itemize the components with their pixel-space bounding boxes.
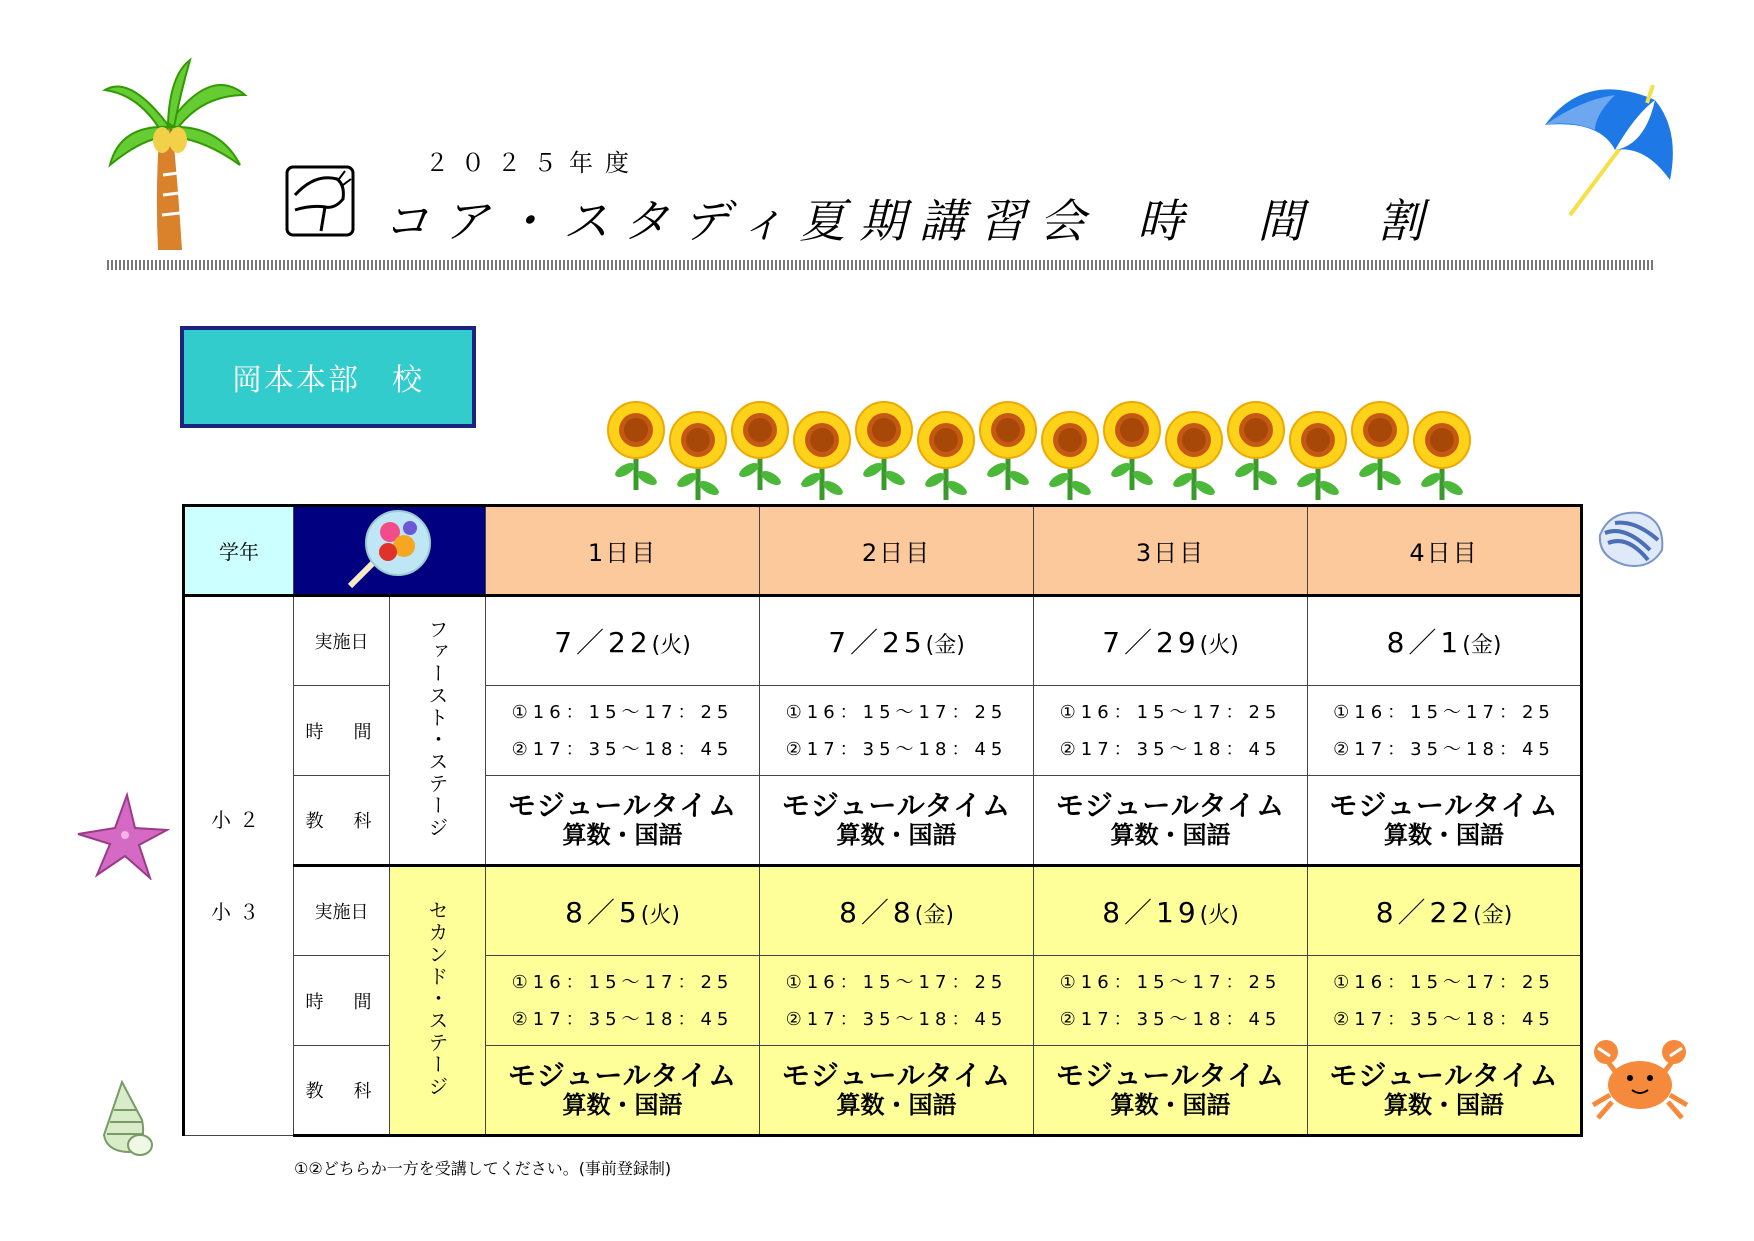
- sunflower-icon: [856, 402, 912, 490]
- date-cell: [1308, 866, 1582, 956]
- time-slot-2: ②17：35～18：45: [785, 1008, 1008, 1030]
- time-slot-2: ②17：35～18：45: [1333, 1008, 1555, 1030]
- subject-title: モジュールタイム: [781, 789, 1012, 822]
- title-text: コア・スタディ夏期講習会: [383, 194, 1100, 248]
- date-value: 7／29: [1102, 626, 1200, 659]
- grade-label: 小３: [211, 900, 267, 924]
- header-row: [184, 506, 1582, 596]
- date-cell: [1034, 596, 1308, 686]
- sunflower-icon: [1352, 402, 1408, 490]
- time-slot-2: ②17：35～18：45: [1333, 738, 1555, 760]
- subject-detail: 算数・国語: [562, 1091, 683, 1119]
- subject-cell: [1308, 1046, 1582, 1136]
- date-value: 7／22: [554, 626, 652, 659]
- time-slot-1: ①16：15～17：25: [785, 971, 1008, 993]
- stage1-date-row: [184, 596, 1582, 686]
- fan-header-cell: [294, 506, 486, 596]
- stage-name-cell: [390, 866, 486, 1136]
- day-header-3: 3日目: [1034, 506, 1308, 596]
- time-slot-2: ②17：35～18：45: [1059, 738, 1282, 760]
- row-label-date: 実施日: [294, 866, 390, 956]
- weekday: (火): [1199, 633, 1239, 658]
- date-cell: [486, 866, 760, 956]
- date-cell: [486, 596, 760, 686]
- subject-detail: 算数・国語: [836, 1091, 957, 1119]
- palm-tree-icon: [100, 55, 250, 255]
- title-suffix: 時 間 割: [1137, 194, 1438, 248]
- row-label-date: 実施日: [294, 596, 390, 686]
- beach-umbrella-icon: [1535, 75, 1685, 225]
- subject-cell: [486, 1046, 760, 1136]
- date-cell: [760, 866, 1034, 956]
- date-value: 8／5: [565, 896, 641, 929]
- subject-cell: [1034, 1046, 1308, 1136]
- weekday: (金): [1473, 903, 1513, 928]
- sunflower-icon: [1166, 412, 1222, 500]
- stage-name: ファースト・ステージ: [425, 618, 449, 839]
- conch-shell-icon: [92, 1080, 162, 1160]
- sunflower-icon: [1042, 412, 1098, 500]
- grade-header: 学年: [184, 506, 294, 596]
- sunflower-icon: [1414, 412, 1470, 500]
- weekday: (金): [925, 633, 965, 658]
- subject-cell: [1034, 776, 1308, 866]
- date-value: 8／8: [839, 896, 915, 929]
- grade-label: 小２: [211, 808, 267, 832]
- campus-badge: 岡本本部 校: [180, 326, 476, 428]
- sunflower-icon: [670, 412, 726, 500]
- time-cell: [1034, 956, 1308, 1046]
- time-slot-1: ①16：15～17：25: [1333, 971, 1555, 993]
- time-slot-1: ①16：15～17：25: [1059, 971, 1282, 993]
- time-slot-1: ①16：15～17：25: [511, 701, 734, 723]
- weekday: (金): [1462, 633, 1502, 658]
- uchiwa-fan-icon: [340, 508, 440, 590]
- subject-detail: 算数・国語: [1110, 1091, 1231, 1119]
- time-cell: [760, 686, 1034, 776]
- seashell-icon: [1590, 505, 1670, 575]
- grade-cell: [184, 596, 294, 1136]
- time-slot-2: ②17：35～18：45: [1059, 1008, 1282, 1030]
- time-cell: [760, 956, 1034, 1046]
- time-slot-2: ②17：35～18：45: [785, 738, 1008, 760]
- header-divider: [107, 260, 1654, 270]
- sunflower-icon: [918, 412, 974, 500]
- subject-cell: [760, 776, 1034, 866]
- row-label-time: 時 間: [294, 686, 390, 776]
- subject-cell: [1308, 776, 1582, 866]
- row-label-subject: 教 科: [294, 1046, 390, 1136]
- subject-cell: [486, 776, 760, 866]
- date-cell: [1034, 866, 1308, 956]
- row-label-subject: 教 科: [294, 776, 390, 866]
- time-cell: [1308, 956, 1582, 1046]
- weekday: (火): [640, 903, 680, 928]
- subject-detail: 算数・国語: [1110, 821, 1231, 849]
- time-cell: [1308, 686, 1582, 776]
- stage-name-cell: [390, 596, 486, 866]
- date-value: 8／22: [1375, 896, 1474, 929]
- sunflower-icon: [608, 402, 664, 490]
- subject-detail: 算数・国語: [836, 821, 957, 849]
- sunflower-icon: [1228, 402, 1284, 490]
- horse-logo-icon: [285, 165, 355, 237]
- subject-title: モジュールタイム: [1329, 789, 1559, 822]
- weekday: (火): [1199, 903, 1239, 928]
- sunflower-icon: [794, 412, 850, 500]
- time-slot-1: ①16：15～17：25: [785, 701, 1008, 723]
- time-slot-1: ①16：15～17：25: [1333, 701, 1555, 723]
- subject-detail: 算数・国語: [1384, 1091, 1504, 1119]
- weekday: (金): [914, 903, 954, 928]
- time-cell: [1034, 686, 1308, 776]
- subject-title: モジュールタイム: [507, 1059, 738, 1092]
- day-header-1: 1日目: [486, 506, 760, 596]
- sunflower-icon: [732, 402, 788, 490]
- subject-cell: [760, 1046, 1034, 1136]
- time-slot-1: ①16：15～17：25: [1059, 701, 1282, 723]
- sunflower-icon: [1290, 412, 1346, 500]
- sunflower-row: [600, 390, 1500, 505]
- schedule-table: [182, 504, 1583, 1137]
- subject-detail: 算数・国語: [1384, 821, 1504, 849]
- subject-title: モジュールタイム: [1055, 789, 1286, 822]
- crab-icon: [1588, 1030, 1693, 1125]
- time-cell: [486, 956, 760, 1046]
- stage2-date-row: [184, 866, 1582, 956]
- date-cell: [1308, 596, 1582, 686]
- time-cell: [486, 686, 760, 776]
- time-slot-1: ①16：15～17：25: [511, 971, 734, 993]
- starfish-icon: [75, 790, 170, 880]
- row-label-time: 時 間: [294, 956, 390, 1046]
- date-cell: [760, 596, 1034, 686]
- time-slot-2: ②17：35～18：45: [511, 738, 734, 760]
- date-value: 8／19: [1102, 896, 1200, 929]
- day-header-4: 4日目: [1308, 506, 1582, 596]
- subject-title: モジュールタイム: [1055, 1059, 1286, 1092]
- footnote: ①②どちらか一方を受講してください。(事前登録制): [294, 1159, 672, 1178]
- subject-title: モジュールタイム: [507, 789, 738, 822]
- page-title: [383, 185, 1437, 251]
- stage-name: セカンド・ステージ: [425, 899, 449, 1098]
- sunflower-icon: [1104, 402, 1160, 490]
- day-header-2: 2日目: [760, 506, 1034, 596]
- weekday: (火): [651, 633, 691, 658]
- time-slot-2: ②17：35～18：45: [511, 1008, 734, 1030]
- sunflower-icon: [980, 402, 1036, 490]
- subject-title: モジュールタイム: [1329, 1059, 1559, 1092]
- date-value: 8／1: [1386, 626, 1463, 659]
- year-label: ２０２５年度: [425, 149, 641, 177]
- date-value: 7／25: [828, 626, 926, 659]
- subject-detail: 算数・国語: [562, 821, 683, 849]
- subject-title: モジュールタイム: [781, 1059, 1012, 1092]
